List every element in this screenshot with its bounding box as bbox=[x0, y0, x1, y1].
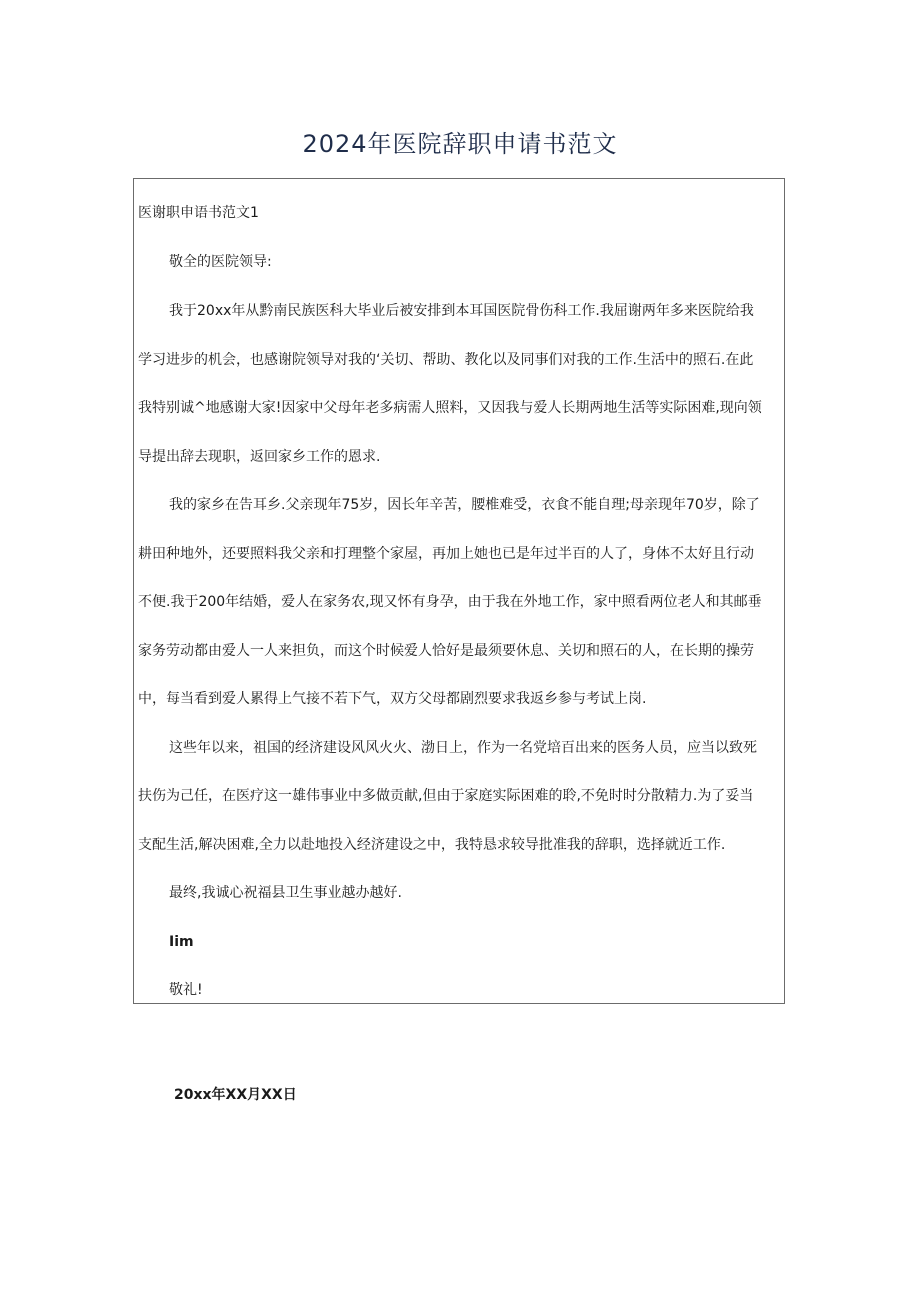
letter-greeting: 敬全的医院领导: bbox=[169, 254, 272, 270]
paragraph-1-line-1: 我于20xx年从黔南民族医科大毕业后被安排到本耳国医院骨伤科工作.我屈谢两年多来医院给我 bbox=[169, 303, 754, 319]
paragraph-2-line-5: 中，每当看到爱人累得上气接不若下气，双方父母都剧烈要求我返乡参与考试上岗. bbox=[138, 691, 647, 707]
paragraph-1-line-2: 学习进步的机会，也感谢院领导对我的‘关切、帮助、教化以及同事们对我的工作.生活中的照石.在此 bbox=[138, 352, 754, 368]
paragraph-3-line-1: 这些年以来，祖国的经济建设风风火火、渤日上，作为一名党培百出来的医务人员，应当以致死 bbox=[169, 740, 757, 756]
paragraph-2-line-2: 耕田种地外，还要照料我父亲和打理整个家屋，再加上她也已是年过半百的人了，身体不太好且行动 bbox=[138, 546, 754, 562]
paragraph-2-line-1: 我的家乡在告耳乡.父亲现年75岁，因长年辛苦，腰椎难受，衣食不能自理;母亲现年70岁，除了 bbox=[169, 497, 760, 513]
letter-date: 20xx年XX月XX日 bbox=[174, 1087, 297, 1103]
paragraph-3-line-3: 支配生活,解决困难,全力以赴地投入经济建设之中，我特恳求较导批准我的辞职，选择就近工作. bbox=[138, 837, 726, 853]
closing-marker: Iim bbox=[169, 934, 194, 950]
paragraph-2-line-3: 不便.我于200年结婚，爱人在家务农,现又怀有身孕，由于我在外地工作，家中照看两位老人和其邮垂 bbox=[138, 594, 762, 610]
letter-subtitle: 医谢职申语书范文1 bbox=[138, 205, 259, 221]
paragraph-2-line-4: 家务劳动都由爱人一人来担负，而这个时候爱人恰好是最须要休息、关切和照石的人，在长期的操劳 bbox=[138, 643, 754, 659]
letter-box bbox=[133, 178, 785, 1004]
paragraph-3-line-2: 扶伤为己任，在医疗这一雄伟事业中多做贡献,但由于家庭实际困难的聆,不免时时分散精力.为了妥当 bbox=[138, 788, 754, 804]
closing-wish: 最终,我诚心祝福县卫生事业越办越好. bbox=[169, 885, 402, 901]
paragraph-1-line-4: 导提出辞去现职，返回家乡工作的恩求. bbox=[138, 449, 381, 465]
salutation: 敬礼! bbox=[169, 982, 203, 998]
paragraph-1-line-3: 我特别诚^地感谢大家!因家中父母年老多病需人照料，又因我与爱人长期两地生活等实际困难,现向领 bbox=[138, 400, 762, 416]
page-title: 2024年医院辞职申请书范文 bbox=[302, 130, 618, 158]
